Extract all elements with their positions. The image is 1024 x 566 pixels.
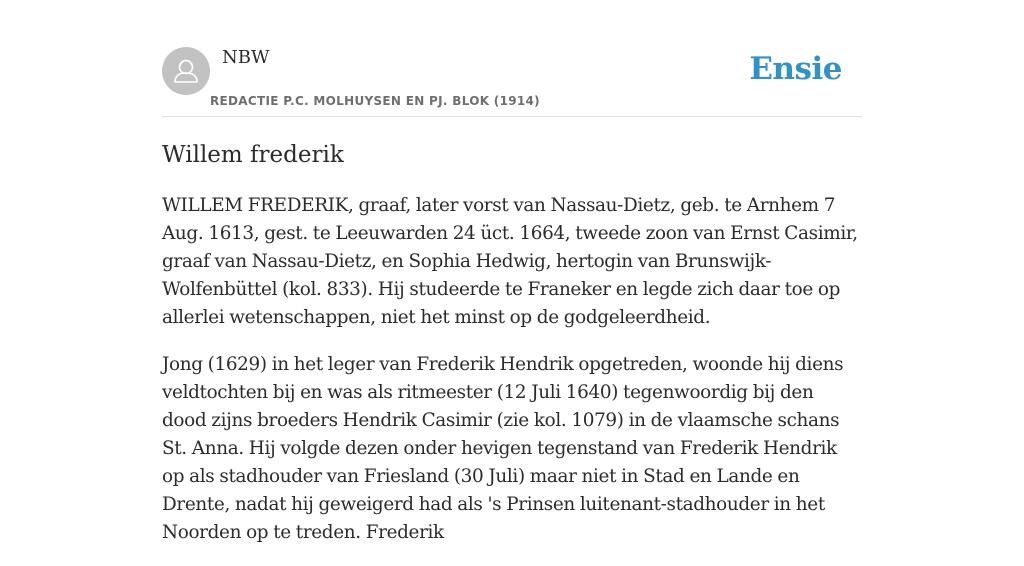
source-name[interactable]: NBW — [222, 47, 270, 68]
brand-logo[interactable]: Ensie — [749, 51, 842, 87]
page-container — [162, 0, 862, 543]
source-subtitle: REDACTIE P.C. MOLHUYSEN EN PJ. BLOK (1914) — [210, 94, 540, 108]
user-icon — [162, 47, 210, 95]
article-body — [162, 192, 862, 566]
article-title: Willem frederik — [162, 142, 344, 168]
avatar[interactable] — [162, 47, 210, 95]
article-paragraph: Jong (1629) in het leger van Frederik Hendrik opgetreden, woonde hij diens veldtochten bij en was als ritmeester (12 Juli 1640) tegenwoordig bij den dood zijns broeders Hendrik Casimir (zie kol. 1079) in de vlaamsche schans St. Anna. Hij volgde dezen onder hevigen tegenstand van Frederik Hendrik op als stadhouder van Friesland (30 Juli) maar niet in Stad en Lande en Drente, nadat hij geweigerd had als 's Prinsen luitenant-stadhouder in het Noorden op te treden. Frederik — [162, 354, 844, 543]
source-header — [162, 0, 862, 117]
article-paragraph: WILLEM FREDERIK, graaf, later vorst van Nassau-Dietz, geb. te Arnhem 7 Aug. 1613, gest. te Leeuwarden 24 üct. 1664, tweede zoon van Ernst Casimir, graaf van Nassau-Dietz, en Sophia Hedwig, hertogin van Brunswijk-Wolfenbüttel (kol. 833). Hij studeerde te Franeker en legde zich daar toe op allerlei wetenschappen, niet het minst op de godgeleerdheid. — [162, 195, 858, 328]
